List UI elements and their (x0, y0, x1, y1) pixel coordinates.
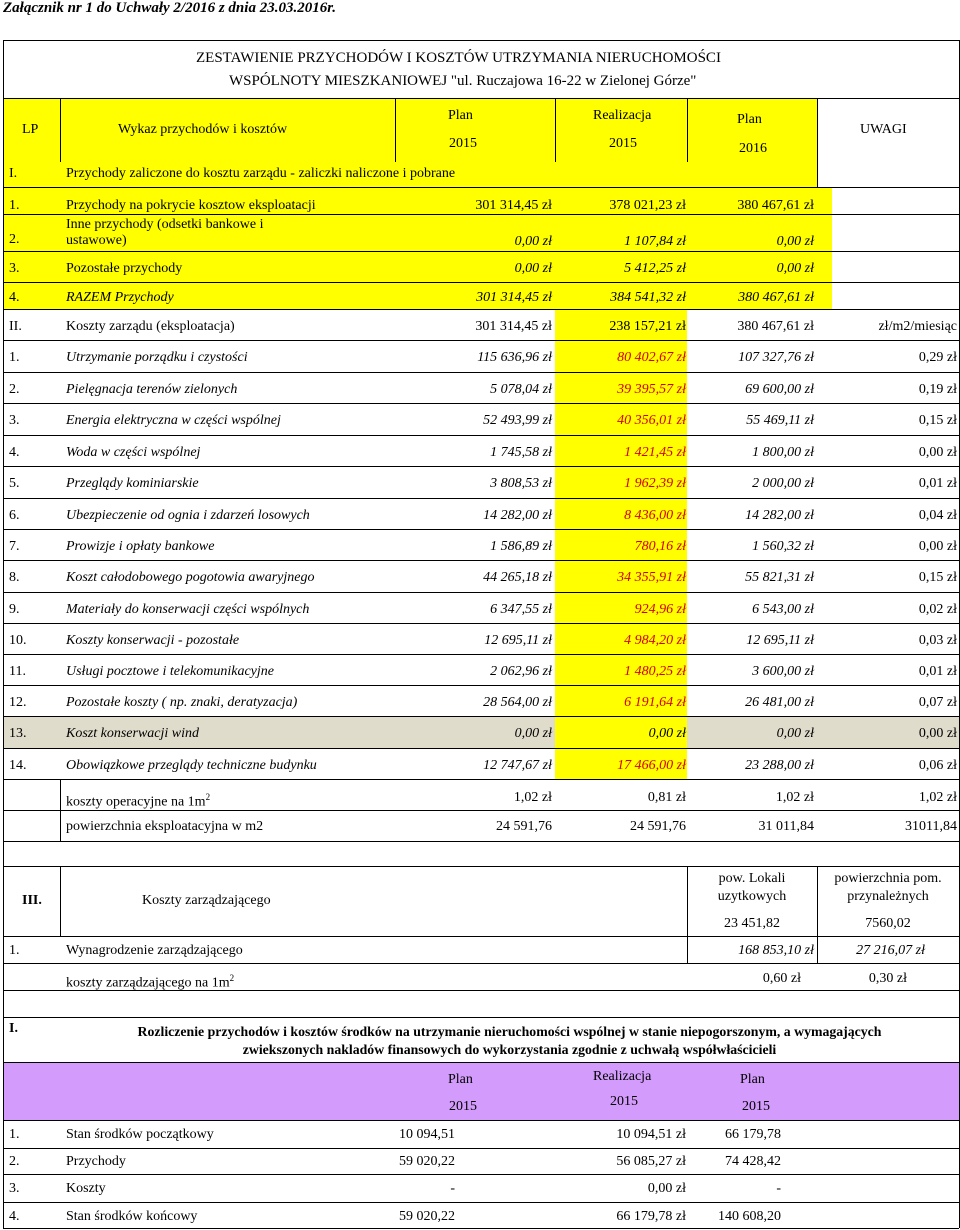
header-note: Załącznik nr 1 do Uchwały 2/2016 z dnia 23.03.2016r. (3, 0, 336, 16)
cost-row-real: 0,00 zł (648, 726, 686, 741)
section-3-col2-val: 7560,02 (865, 916, 911, 931)
cost-row-real: 40 356,01 zł (617, 413, 686, 428)
cost-row-label: Woda w części wspólnej (66, 445, 201, 460)
cost-row-real: 1 480,25 zł (624, 664, 686, 679)
cost-row-label: Koszt konserwacji wind (66, 726, 200, 741)
cost-row-plan2: 6 543,00 zł (752, 602, 814, 617)
col-real-year: 2015 (609, 136, 637, 151)
opex-label (66, 789, 210, 811)
section-3-col1-val: 23 451,82 (724, 916, 780, 931)
section-2-label: Koszty zarządu (eksploatacja) (66, 319, 235, 334)
income-1-plan2: 380 467,61 zł (737, 198, 814, 213)
cost-row-real: 80 402,67 zł (617, 350, 686, 365)
cost-row-plan: 115 636,96 zł (477, 350, 552, 365)
cost-row-plan: 52 493,99 zł (483, 413, 552, 428)
cost-row-plan: 1 586,89 zł (490, 539, 552, 554)
settle-row-real: 56 085,27 zł (616, 1154, 686, 1169)
area-plan: 24 591,76 (496, 819, 552, 834)
settle-row-real: 0,00 zł (647, 1181, 686, 1196)
cost-row-plan2: 55 821,31 zł (745, 570, 814, 585)
cost-row-plan: 6 347,55 zł (490, 602, 552, 617)
cost-row-uwagi: 0,07 zł (918, 695, 957, 710)
opex-plan: 1,02 zł (513, 790, 552, 805)
cost-row-num: 9. (9, 602, 20, 617)
section-3-row2-v1: 0,60 zł (762, 971, 801, 986)
section-3-col1-l1: pow. Lokali (718, 871, 786, 886)
section-3-row2-label (66, 970, 234, 992)
settle-row-real: 10 094,51 zł (616, 1127, 686, 1142)
section-4-real: Realizacja (593, 1069, 652, 1084)
cost-row-num: 2. (9, 382, 20, 397)
cost-row-plan: 28 564,00 zł (483, 695, 552, 710)
section-3-row2-label-sup: 2 (229, 973, 235, 983)
cost-row-real: 4 984,20 zł (624, 633, 686, 648)
area-real: 24 591,76 (630, 819, 686, 834)
income-1-label: Przychody na pokrycie kosztow eksploatacji (66, 198, 316, 213)
cost-row-plan: 0,00 zł (514, 726, 552, 741)
cost-row-label: Pozostałe koszty ( np. znaki, deratyzacja) (66, 695, 298, 710)
cost-row-plan2: 1 800,00 zł (752, 445, 814, 460)
section-4-plan: Plan (448, 1072, 473, 1087)
cost-row-label: Koszty konserwacji - pozostałe (66, 633, 240, 648)
area-label: powierzchnia eksploatacyjna w m2 (66, 819, 264, 834)
settle-row-label: Stan środków końcowy (66, 1209, 198, 1224)
cost-row-uwagi: 0,15 zł (918, 570, 957, 585)
section-3-row2-v2: 0,30 zł (868, 971, 907, 986)
cost-row-plan: 12 695,11 zł (484, 633, 552, 648)
cost-row-uwagi: 0,06 zł (918, 758, 957, 773)
cost-row-plan: 5 078,04 zł (490, 382, 552, 397)
settle-row-plan2: - (776, 1181, 781, 1196)
income-2-label-2: ustawowe) (66, 233, 127, 248)
income-2-plan2: 0,00 zł (776, 234, 814, 249)
income-2-num: 2. (9, 232, 20, 247)
settle-row-real: 66 179,78 zł (616, 1209, 686, 1224)
opex-uwagi: 1,02 zł (918, 790, 957, 805)
cost-row-num: 1. (9, 350, 20, 365)
cost-row-plan2: 23 288,00 zł (745, 758, 814, 773)
opex-label-sup: 2 (205, 792, 211, 802)
cost-row-num: 11. (9, 664, 26, 679)
income-4-plan: 301 314,45 zł (476, 290, 552, 305)
cost-row-plan2: 12 695,11 zł (746, 633, 814, 648)
cost-row-uwagi: 0,15 zł (918, 413, 957, 428)
section-4-line-1: Rozliczenie przychodów i kosztów środków na utrzymanie nieruchomości wspólnej w stanie niepogorszonym, a wymagających (137, 1024, 882, 1039)
section-2-uwagi: zł/m2/miesiąc (878, 319, 957, 334)
col-plan: Plan (448, 108, 473, 123)
cost-row-label: Ubezpieczenie od ognia i zdarzeń losowych (66, 508, 310, 523)
cost-row-real: 39 395,57 zł (617, 382, 686, 397)
cost-row-plan2: 0,00 zł (776, 726, 814, 741)
income-2-plan: 0,00 zł (514, 234, 552, 249)
opex-real: 0,81 zł (647, 790, 686, 805)
opex-label-text: koszty operacyjne na 1m (66, 794, 206, 810)
section-4-num: I. (9, 1021, 18, 1036)
cost-row-num: 12. (9, 695, 27, 710)
cost-row-plan2: 107 327,76 zł (738, 350, 814, 365)
cost-row-uwagi: 0,29 zł (918, 350, 957, 365)
cost-row-uwagi: 0,03 zł (918, 633, 957, 648)
section-4-plan2-year: 2015 (742, 1099, 770, 1114)
income-3-num: 3. (9, 261, 20, 276)
section-1-label: Przychody zaliczone do kosztu zarządu - zaliczki naliczone i pobrane (66, 166, 456, 181)
cost-row-real: 780,16 zł (634, 539, 686, 554)
settle-row-num: 4. (9, 1209, 20, 1224)
cost-row-plan2: 3 600,00 zł (752, 664, 814, 679)
section-2-real: 238 157,21 zł (609, 319, 686, 334)
cost-row-real: 1 421,45 zł (624, 445, 686, 460)
section-3-row1-v2: 27 216,07 zł (856, 943, 925, 958)
cost-row-real: 6 191,64 zł (624, 695, 686, 710)
cost-row-plan: 2 062,96 zł (490, 664, 552, 679)
income-3-label: Pozostałe przychody (66, 261, 183, 276)
section-4-real-year: 2015 (610, 1094, 638, 1109)
section-2-plan: 301 314,45 zł (475, 319, 552, 334)
section-4-plan2: Plan (740, 1072, 765, 1087)
cost-row-plan: 44 265,18 zł (483, 570, 552, 585)
cost-row-num: 3. (9, 413, 20, 428)
cost-row-label: Materiały do konserwacji części wspólnych (66, 602, 310, 617)
section-3-row1-num: 1. (9, 943, 20, 958)
cost-row-label: Pielęgnacja terenów zielonych (66, 382, 238, 397)
cost-row-plan: 3 808,53 zł (490, 476, 552, 491)
cost-row-num: 7. (9, 539, 20, 554)
income-1-real: 378 021,23 zł (609, 198, 686, 213)
cost-row-num: 10. (9, 633, 27, 648)
settle-row-plan: 59 020,22 (399, 1209, 455, 1224)
settle-row-label: Przychody (66, 1154, 126, 1169)
settle-row-plan2: 66 179,78 (725, 1127, 781, 1142)
cost-row-plan2: 14 282,00 zł (745, 508, 814, 523)
settle-row-plan: 10 094,51 (399, 1127, 455, 1142)
title-line-2: WSPÓLNOTY MIESZKANIOWEJ "ul. Ruczajowa 16-22 w Zielonej Górze" (229, 73, 697, 89)
cost-row-uwagi: 0,01 zł (918, 664, 957, 679)
income-2-real: 1 107,84 zł (624, 234, 686, 249)
section-2-plan2: 380 467,61 zł (737, 319, 814, 334)
settle-row-num: 2. (9, 1154, 20, 1169)
cost-row-uwagi: 0,04 zł (918, 508, 957, 523)
cost-row-label: Koszt całodobowego pogotowia awaryjnego (66, 570, 315, 585)
cost-row-uwagi: 0,00 zł (918, 726, 957, 741)
income-3-real: 5 412,25 zł (624, 261, 686, 276)
cost-row-num: 6. (9, 508, 20, 523)
income-3-plan2: 0,00 zł (776, 261, 814, 276)
income-1-plan: 301 314,45 zł (475, 198, 552, 213)
section-3-num: III. (22, 893, 42, 908)
cost-row-plan2: 55 469,11 zł (746, 413, 814, 428)
settle-row-label: Stan środków początkowy (66, 1127, 214, 1142)
col-uwagi: UWAGI (860, 122, 907, 137)
settle-row-plan2: 74 428,42 (725, 1154, 781, 1169)
cost-row-plan: 14 282,00 zł (483, 508, 552, 523)
title-line-1: ZESTAWIENIE PRZYCHODÓW I KOSZTÓW UTRZYMANIA NIERUCHOMOŚCI (196, 50, 721, 66)
opex-plan2: 1,02 zł (775, 790, 814, 805)
cost-row-real: 17 466,00 zł (617, 758, 686, 773)
cost-row-label: Obowiązkowe przeglądy techniczne budynku (66, 758, 317, 773)
section-3-row1-label: Wynagrodzenie zarządzającego (66, 943, 243, 958)
cost-row-plan2: 2 000,00 zł (752, 476, 814, 491)
settle-row-plan: 59 020,22 (399, 1154, 455, 1169)
area-plan2: 31 011,84 (758, 819, 814, 834)
col-lp: LP (22, 122, 39, 137)
section-2-num: II. (9, 319, 22, 334)
cost-row-label: Energia elektryczna w części wspólnej (66, 413, 281, 428)
cost-row-real: 34 355,91 zł (617, 570, 686, 585)
col-real: Realizacja (593, 108, 652, 123)
section-1-num: I. (9, 166, 18, 181)
cost-row-label: Utrzymanie porządku i czystości (66, 350, 248, 365)
cost-row-plan: 12 747,67 zł (483, 758, 552, 773)
settle-row-num: 3. (9, 1181, 20, 1196)
col-wykaz: Wykaz przychodów i kosztów (118, 122, 288, 137)
cost-row-plan2: 26 481,00 zł (745, 695, 814, 710)
cost-row-plan2: 1 560,32 zł (752, 539, 814, 554)
col-plan2-year: 2016 (739, 141, 767, 156)
cost-row-uwagi: 0,00 zł (918, 445, 957, 460)
cost-row-uwagi: 0,19 zł (918, 382, 957, 397)
cost-row-label: Przeglądy kominiarskie (66, 476, 199, 491)
section-3-row2-label-text: koszty zarządzającego na 1m (66, 975, 230, 991)
cost-row-real: 8 436,00 zł (624, 508, 686, 523)
cost-row-real: 1 962,39 zł (624, 476, 686, 491)
settle-row-label: Koszty (66, 1181, 106, 1196)
cost-row-num: 13. (9, 726, 27, 741)
section-3-label: Koszty zarządzającego (142, 893, 271, 908)
income-2-label-1: Inne przychody (odsetki bankowe i (66, 217, 264, 232)
section-4-line-2: zwiekszonych nakladów finansowych do wykorzystania zgodnie z uchwałą współwłaścicieli (242, 1042, 777, 1057)
cost-row-uwagi: 0,01 zł (918, 476, 957, 491)
cost-row-real: 924,96 zł (634, 602, 686, 617)
cost-row-num: 14. (9, 758, 27, 773)
income-4-num: 4. (9, 290, 20, 305)
income-3-plan: 0,00 zł (514, 261, 552, 276)
cost-row-plan2: 69 600,00 zł (745, 382, 814, 397)
cost-row-plan: 1 745,58 zł (490, 445, 552, 460)
cost-row-num: 4. (9, 445, 20, 460)
settle-row-num: 1. (9, 1127, 20, 1142)
section-3-col1-l2: uzytkowych (717, 889, 787, 904)
cost-row-num: 5. (9, 476, 20, 491)
section-3-col2-l1: powierzchnia pom. (834, 871, 942, 886)
section-3-row1-v1: 168 853,10 zł (738, 943, 814, 958)
cost-row-label: Usługi pocztowe i telekomunikacyjne (66, 664, 274, 679)
section-3-col2-l2: przynależnych (847, 889, 929, 904)
income-4-label: RAZEM Przychody (66, 290, 174, 305)
income-4-real: 384 541,32 zł (610, 290, 686, 305)
settle-row-plan: - (450, 1181, 455, 1196)
cost-row-uwagi: 0,00 zł (918, 539, 957, 554)
area-uwagi: 31011,84 (905, 819, 957, 834)
settle-row-plan2: 140 608,20 (718, 1209, 781, 1224)
income-1-num: 1. (9, 198, 20, 213)
section-4-plan-year: 2015 (449, 1099, 477, 1114)
income-4-plan2: 380 467,61 zł (738, 290, 814, 305)
cost-row-label: Prowizje i opłaty bankowe (66, 539, 215, 554)
col-plan-year: 2015 (449, 136, 477, 151)
cost-row-num: 8. (9, 570, 20, 585)
cost-row-uwagi: 0,02 zł (918, 602, 957, 617)
col-plan2: Plan (737, 112, 762, 127)
